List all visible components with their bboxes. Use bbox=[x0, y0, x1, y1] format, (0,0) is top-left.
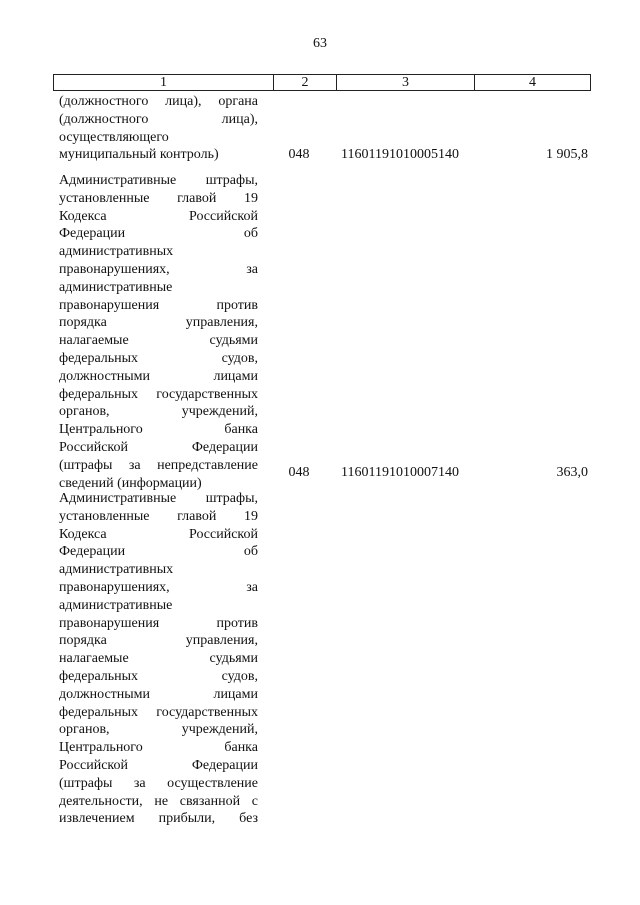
description-line: Федерации об bbox=[59, 544, 258, 560]
description-line: Федерации об bbox=[59, 226, 258, 242]
description-line: административных bbox=[59, 244, 174, 260]
description-line: налагаемые судьями bbox=[59, 651, 258, 667]
admin-code-cell: 048 bbox=[288, 147, 310, 162]
description-line: должностными лицами bbox=[59, 686, 258, 702]
description-line: Кодекса Российской bbox=[59, 208, 258, 224]
description-line: Административные штрафы, bbox=[59, 173, 258, 188]
description-line: правонарушения против bbox=[59, 615, 258, 631]
description-line: сведений (информации) bbox=[59, 475, 202, 491]
description-line: органов, учреждений, bbox=[59, 722, 258, 738]
description-line: правонарушения против bbox=[59, 297, 258, 313]
amount-cell: 363,0 bbox=[556, 465, 588, 480]
description-line: административные bbox=[59, 597, 173, 613]
row-description bbox=[59, 172, 258, 492]
description-line: органов, учреждений, bbox=[59, 404, 258, 420]
description-line: федеральных судов, bbox=[59, 350, 258, 366]
description-line: муниципальный контроль) bbox=[59, 147, 219, 163]
row-description bbox=[59, 490, 258, 828]
column-4-header: 4 bbox=[475, 75, 591, 91]
description-line: деятельности, не связанной с bbox=[59, 793, 258, 809]
description-line: извлечением прибыли, без bbox=[59, 811, 258, 827]
description-line: административных bbox=[59, 562, 174, 578]
description-line: правонарушениях, за bbox=[59, 261, 258, 277]
description-line: Административные штрафы, bbox=[59, 491, 258, 506]
budget-code-cell: 11601191010005140 bbox=[341, 147, 459, 162]
column-1-header: 1 bbox=[54, 75, 274, 91]
description-line: федеральных государственных bbox=[59, 386, 258, 402]
description-line: (должностного лица), органа bbox=[59, 94, 258, 109]
row-description bbox=[59, 93, 258, 164]
description-line: (должностного лица), bbox=[59, 111, 258, 127]
description-line: Кодекса Российской bbox=[59, 526, 258, 542]
description-line: Российской Федерации bbox=[59, 757, 258, 773]
description-line: порядка управления, bbox=[59, 633, 258, 649]
description-line: установленные главой 19 bbox=[59, 190, 258, 206]
description-line: Центрального банка bbox=[59, 422, 258, 438]
description-line: федеральных судов, bbox=[59, 668, 258, 684]
description-line: установленные главой 19 bbox=[59, 508, 258, 524]
description-line: порядка управления, bbox=[59, 315, 258, 331]
description-line: осуществляющего bbox=[59, 129, 169, 145]
column-header-row bbox=[53, 74, 591, 91]
description-line: административные bbox=[59, 279, 173, 295]
description-line: Центрального банка bbox=[59, 740, 258, 756]
page-number: 63 bbox=[313, 36, 327, 51]
description-line: налагаемые судьями bbox=[59, 333, 258, 349]
description-line: федеральных государственных bbox=[59, 704, 258, 720]
description-line: (штрафы за осуществление bbox=[59, 775, 258, 791]
description-line: (штрафы за непредставление bbox=[59, 457, 258, 473]
description-line: Российской Федерации bbox=[59, 439, 258, 455]
budget-code-cell: 11601191010007140 bbox=[341, 465, 459, 480]
description-line: должностными лицами bbox=[59, 368, 258, 384]
description-line: правонарушениях, за bbox=[59, 579, 258, 595]
admin-code-cell: 048 bbox=[288, 465, 310, 480]
column-2-header: 2 bbox=[274, 75, 337, 91]
amount-cell: 1 905,8 bbox=[546, 147, 588, 162]
column-3-header: 3 bbox=[337, 75, 475, 91]
